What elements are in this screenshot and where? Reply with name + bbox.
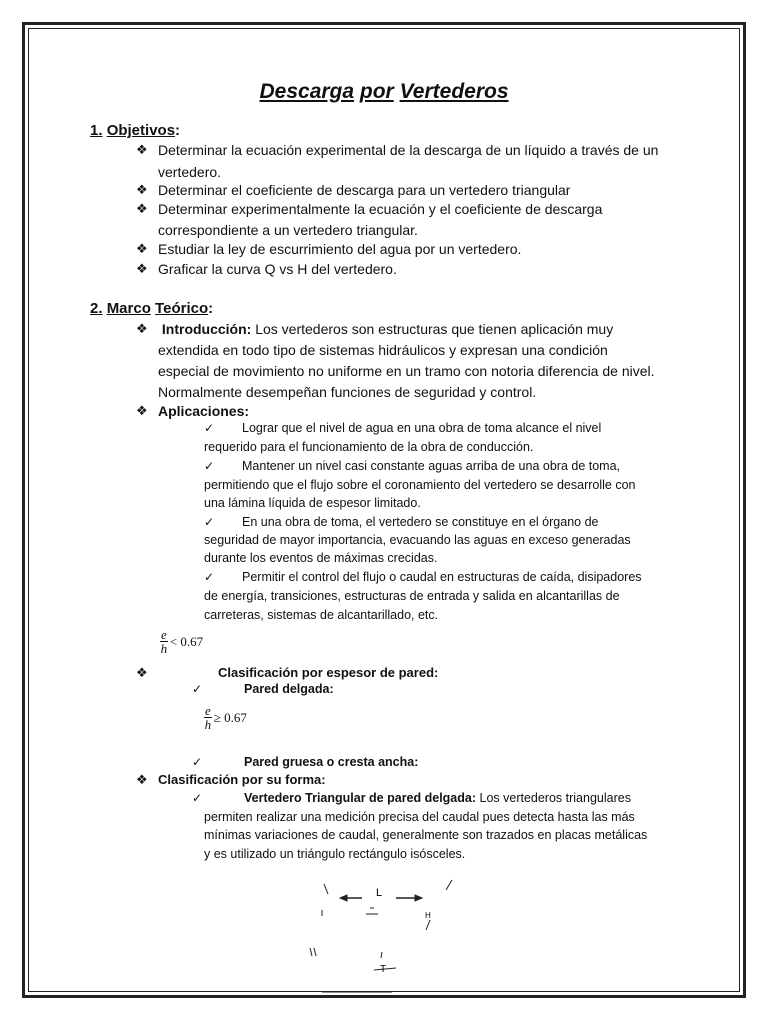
diamond-bullet-icon: ❖ — [136, 182, 148, 197]
diamond-bullet-icon: ❖ — [136, 403, 148, 418]
diamond-bullet-icon: ❖ — [136, 665, 148, 680]
slash-mark-2 — [314, 948, 316, 956]
check-icon: ✓ — [192, 791, 203, 805]
intro-label: Introducción: — [161, 321, 252, 337]
objetivo-item-1-cont: vertedero. — [158, 164, 222, 180]
aplicacion-item-3: ✓ En una obra de toma, el vertedero se constituye en el órgano de — [204, 515, 599, 529]
objetivo-item-3-cont: correspondiente a un vertedero triangular. — [158, 222, 418, 238]
aplicaciones-heading: ❖ Aplicaciones: — [136, 403, 250, 419]
check-icon: ✓ — [204, 570, 215, 584]
objetivo-item-3: ❖ Determinar experimentalmente la ecuación y el coeficiente de descarga — [136, 201, 603, 217]
aplicacion-item-4-cont-1: de energía, transiciones, estructuras de entrada y salida en alcantarillas de — [204, 589, 620, 603]
clasif-espesor-heading: Clasificación por espesor de pared: — [218, 665, 439, 680]
diamond-bullet-icon: ❖ — [136, 321, 148, 336]
aplicacion-item-2-cont-2: una lámina líquida de espesor limitado. — [204, 496, 421, 510]
triangular-weir-diagram — [300, 872, 470, 997]
aplicacion-item-3-cont-1: seguridad de mayor importancia, evacuando las aguas en exceso generadas — [204, 533, 631, 547]
aplicacion-item-2-cont-1: permitiendo que el flujo sobre el coronamiento del vertedero se desarrolle con — [204, 478, 636, 492]
check-icon: ✓ — [204, 421, 215, 435]
intro-line-4: Normalmente desempeñan funciones de seguridad y control. — [158, 384, 537, 400]
aplicacion-item-4-cont-2: carreteras, sistemas de alcantarillado, etc. — [204, 608, 439, 622]
weir-right-edge-top — [446, 880, 452, 890]
label-L: L — [376, 887, 383, 899]
objetivo-item-4: ❖ Estudiar la ley de escurrimiento del agua por un vertedero. — [136, 241, 522, 257]
formula-e-over-h-less: $\frac{e}{h}$ < 0.67 — [160, 627, 204, 656]
triangular-line-4: y es utilizado un triángulo rectángulo isósceles. — [204, 847, 466, 861]
section-objetivos-heading: 1. Objetivos: — [90, 122, 181, 139]
aplicacion-item-1-cont: requerido para el funcionamiento de la obra de conducción. — [204, 440, 534, 454]
pared-delgada-item: ✓ Pared delgada: — [192, 682, 334, 696]
aplicacion-item-4: ✓ Permitir el control del flujo o caudal en estructuras de caída, disipadores — [204, 570, 642, 584]
title-word-2: por — [359, 80, 394, 103]
objetivo-item-5: ❖ Graficar la curva Q vs H del vertedero. — [136, 261, 397, 277]
title-word-1: Descarga — [259, 80, 355, 103]
formula-e-over-h-geq: $\frac{e}{h}$ ≥ 0.67 — [204, 703, 247, 732]
vertical-tick — [381, 952, 382, 958]
vertedero-triangular-item: ✓ Vertedero Triangular de pared delgada: Los vertederos triangulares — [192, 791, 631, 805]
weir-right-edge-mid — [426, 920, 430, 930]
aplicacion-item-1: ✓ Lograr que el nivel de agua en una obra de toma alcance el nivel — [204, 421, 602, 435]
arrow-L-right-head — [415, 895, 422, 901]
diamond-bullet-icon: ❖ — [136, 241, 148, 256]
intro-line-3: especial de movimiento no uniforme en un tramo con notoria diferencia de nivel. — [158, 363, 655, 379]
objetivo-item-1: ❖ Determinar la ecuación experimental de la descarga de un líquido a través de un — [136, 142, 659, 158]
objetivo-item-2: ❖ Determinar el coeficiente de descarga para un vertedero triangular — [136, 182, 571, 198]
aplicacion-item-3-cont-2: durante los eventos de máximas crecidas. — [204, 551, 438, 565]
aplicacion-item-2: ✓ Mantener un nivel casi constante aguas arriba de una obra de toma, — [204, 459, 621, 473]
triangular-line-3: mínimas variaciones de caudal, generalmente son trazados en placas metálicas — [204, 828, 648, 842]
slash-mark-1 — [310, 948, 312, 956]
check-icon: ✓ — [204, 515, 215, 529]
triangular-line-2: permiten realizar una medición precisa del caudal pues detecta hasta las más — [204, 810, 635, 824]
document-title — [0, 80, 768, 104]
check-icon: ✓ — [204, 459, 215, 473]
diamond-bullet-icon: ❖ — [136, 772, 148, 787]
pared-gruesa-item: ✓ Pared gruesa o cresta ancha: — [192, 755, 419, 769]
label-H: H — [425, 911, 431, 920]
intro-paragraph: ❖ Introducción: Los vertederos son estructuras que tienen aplicación muy — [136, 321, 614, 337]
diamond-bullet-icon: ❖ — [136, 261, 148, 276]
diamond-bullet-icon: ❖ — [136, 201, 148, 216]
title-word-3: Vertederos — [399, 80, 509, 103]
label-T: T — [380, 964, 387, 975]
section-marco-heading: 2. Marco Teórico: — [90, 300, 214, 317]
clasif-forma-heading: ❖ Clasificación por su forma: — [158, 770, 326, 790]
diamond-bullet-icon: ❖ — [136, 142, 148, 157]
weir-left-edge-top — [324, 884, 328, 894]
check-icon: ✓ — [192, 755, 203, 769]
check-icon: ✓ — [192, 682, 203, 696]
intro-line-2: extendida en todo tipo de sistemas hidráulicos y expresan una condición — [158, 342, 608, 358]
arrow-L-left-head — [340, 895, 347, 901]
